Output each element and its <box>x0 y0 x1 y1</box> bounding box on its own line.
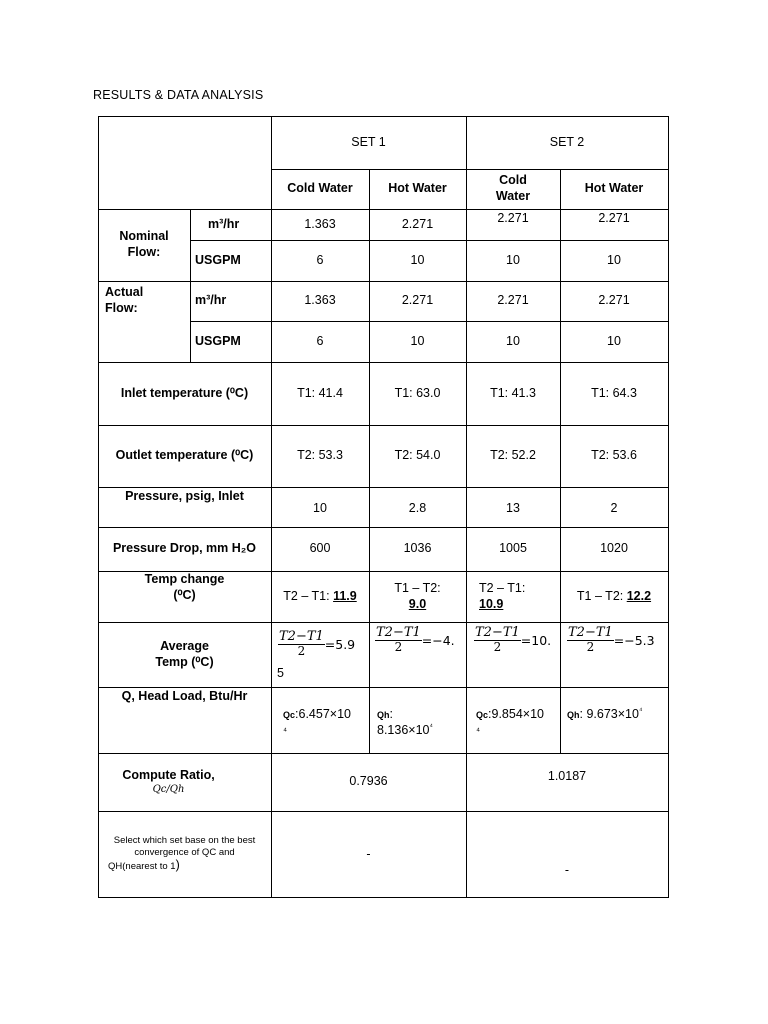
pdrop-hot-2: 1020 <box>600 541 628 556</box>
inlet-cold-1: T1: 41.4 <box>297 385 343 400</box>
tchange-value: 10.9 <box>479 596 504 611</box>
nominal-m3hr-cold-2: 2.271 <box>497 211 529 226</box>
pressure-hot-1: 2.8 <box>408 501 427 516</box>
avg-cold-1 <box>278 626 368 662</box>
ratio-label-text: Compute Ratio, <box>122 767 215 782</box>
unit-m3hr-1: m³/hr <box>208 216 240 231</box>
nominal-usgpm-hot-2: 10 <box>607 252 621 267</box>
inlet-temperature-label: Inlet temperature (⁰C) <box>120 385 249 400</box>
pressure-drop-label: Pressure Drop, mm H₂O <box>112 541 257 556</box>
actual-usgpm-hot-2: 10 <box>607 333 621 348</box>
avg-hot-2 <box>567 622 668 658</box>
actual-m3hr-hot-1: 2.271 <box>401 293 434 308</box>
nominal-usgpm-cold-2: 10 <box>506 252 520 267</box>
outlet-cold-1: T2: 53.3 <box>297 448 343 463</box>
q-cold-2: Qc:9.854×10 ⁴ <box>476 707 544 738</box>
avg-formula: $\frac{T2-T1}{2}$ <box>376 625 421 655</box>
compute-ratio-label <box>98 753 271 811</box>
tchange-value: 12.2 <box>626 588 652 603</box>
outlet-temperature-label: Outlet temperature (⁰C) <box>115 448 254 463</box>
tchange-cold-2 <box>466 571 560 622</box>
pressure-hot-2: 2 <box>610 501 618 516</box>
avg-formula: $\frac{T2-T1}{2}$ <box>475 625 520 655</box>
ratio-formula: Qc/Qh <box>152 783 185 795</box>
tchange-prefix: T2 – T1: <box>283 588 334 603</box>
actual-m3hr-cold-1: 1.363 <box>304 293 336 308</box>
page-heading: RESULTS & DATA ANALYSIS <box>93 88 264 102</box>
col-cold-water-1: Cold Water <box>287 181 353 196</box>
avg-formula: $\frac{T2-T1}{2}$ <box>279 629 324 659</box>
tchange-prefix: T1 – T2: <box>576 588 627 603</box>
nominal-usgpm-cold-1: 6 <box>316 252 324 267</box>
q-head-load-label: Q, Head Load, Btu/Hr <box>121 689 248 704</box>
actual-usgpm-cold-2: 10 <box>506 333 520 348</box>
set1-header: SET 1 <box>351 134 386 149</box>
avg-cold-1-overflow: 5 <box>277 666 284 680</box>
actual-flow-label: Actual Flow: <box>105 285 144 315</box>
avg-formula: $\frac{T2-T1}{2}$ <box>568 625 613 655</box>
avg-cold-2 <box>474 622 560 658</box>
tchange-prefix: T2 – T1: <box>479 580 526 595</box>
tchange-value: 11.9 <box>333 588 357 603</box>
outlet-hot-1: T2: 54.0 <box>394 448 441 463</box>
q-hot-2: Qh: $9.673\times 10^{^4}$ <box>567 706 643 722</box>
select-set-label: Select which set base on the best convergence of QC and QH(nearest to 1) <box>108 835 256 872</box>
pressure-cold-2: 13 <box>506 501 520 516</box>
actual-usgpm-cold-1: 6 <box>316 333 324 348</box>
actual-m3hr-hot-2: 2.271 <box>598 293 630 308</box>
tchange-hot-1 <box>369 571 466 622</box>
select-set2: - <box>564 863 570 877</box>
nominal-m3hr-hot-2: 2.271 <box>598 211 630 226</box>
avg-hot-1 <box>375 622 467 658</box>
tchange-cold-1 <box>271 571 369 622</box>
pressure-cold-1: 10 <box>313 501 327 516</box>
pressure-label: Pressure, psig, Inlet <box>125 489 244 504</box>
pdrop-cold-2: 1005 <box>499 541 527 556</box>
col-hot-water-2: Hot Water <box>584 181 644 196</box>
pdrop-cold-1: 600 <box>309 541 331 556</box>
actual-m3hr-cold-2: 2.271 <box>497 293 529 308</box>
avg-result: =−4. <box>421 632 455 648</box>
nominal-usgpm-hot-1: 10 <box>410 252 425 267</box>
tchange-hot-2 <box>560 571 668 622</box>
actual-usgpm-hot-1: 10 <box>410 333 425 348</box>
unit-usgpm-1: USGPM <box>195 252 241 267</box>
nominal-m3hr-hot-1: 2.271 <box>401 216 434 231</box>
average-temp-label: Average Temp (⁰C) <box>155 638 214 669</box>
col-hot-water-1: Hot Water <box>388 181 447 196</box>
outlet-hot-2: T2: 53.6 <box>591 448 637 463</box>
inlet-hot-2: T1: 64.3 <box>591 385 637 400</box>
nominal-flow-label: Nominal Flow: <box>119 229 169 259</box>
avg-result: =10. <box>520 632 552 648</box>
unit-usgpm-2: USGPM <box>195 333 241 348</box>
avg-result: =−5.3 <box>613 632 655 648</box>
avg-result: =5.9 <box>324 636 356 652</box>
tchange-prefix: T1 – T2: <box>394 580 441 595</box>
inlet-cold-2: T1: 41.3 <box>490 385 536 400</box>
pdrop-hot-1: 1036 <box>403 541 432 556</box>
q-cold-1: Qc:6.457×10 ⁴ <box>283 707 351 738</box>
ratio-set1: 0.7936 <box>349 774 388 789</box>
ratio-set2: 1.0187 <box>547 769 587 784</box>
select-set1: - <box>366 847 371 861</box>
inlet-hot-1: T1: 63.0 <box>394 385 441 400</box>
unit-m3hr-2: m³/hr <box>195 293 227 308</box>
tchange-value: 9.0 <box>408 596 427 611</box>
col-cold-water-2: Cold Water <box>495 173 531 203</box>
temp-change-label: Temp change (⁰C) <box>144 572 225 602</box>
nominal-m3hr-cold-1: 1.363 <box>304 216 336 231</box>
q-hot-1: Qh: $8.136\times 10^{^4}$ <box>377 707 433 738</box>
set2-header: SET 2 <box>549 134 585 149</box>
outlet-cold-2: T2: 52.2 <box>490 448 536 463</box>
